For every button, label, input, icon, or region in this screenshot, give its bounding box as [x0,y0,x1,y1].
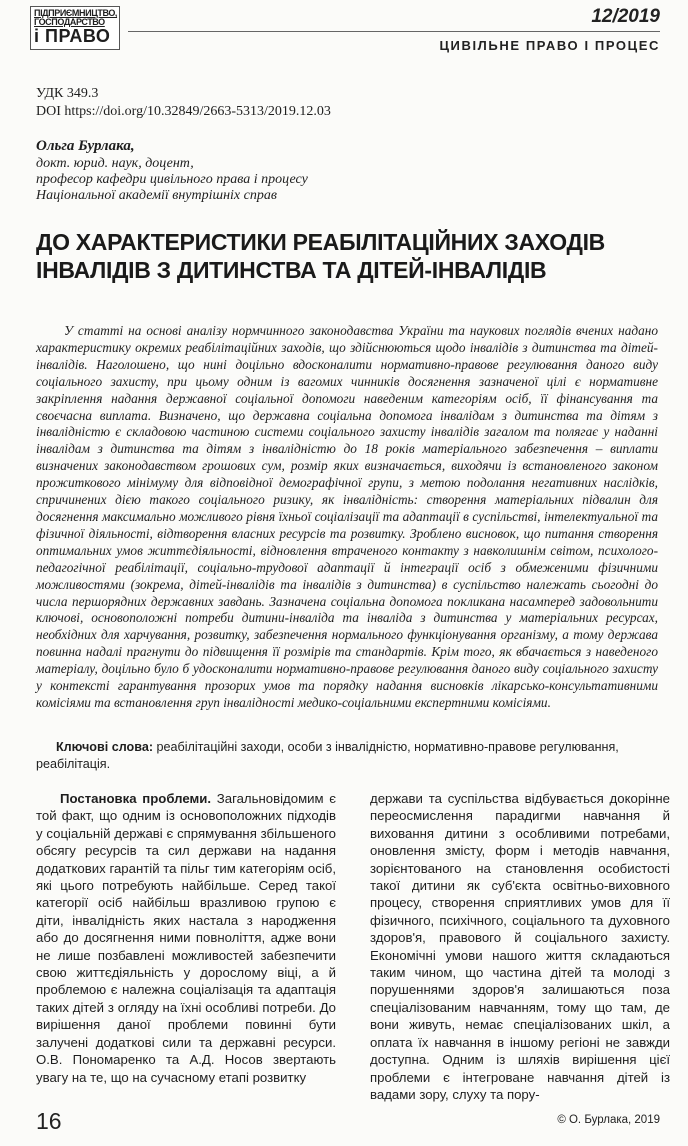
author-block [36,138,308,204]
author-affiliation: Національної академії внутрішніх справ [36,188,277,203]
article-title: ДО ХАРАКТЕРИСТИКИ РЕАБІЛІТАЦІЙНИХ ЗАХОДІВ ІНВАЛІДІВ З ДИТИНСТВА ТА ДІТЕЙ-ІНВАЛІДІВ [36,229,605,283]
article-meta [36,85,331,121]
abstract: У статті на основі аналізу нормчинного законодавства України та наукових поглядів вчених надано характеристику окремих реабілітаційних заходів, що здійснюються щодо інвалідів з дитинства та дітей-інвалідів. Наголошено, що нині доцільно вдосконалити нормативно-правове регулювання даного виду соціального захисту, при цьому одним із вагомих чинників досягнення зазначеної цілі є нормативне закріплення надання державної соціальної допомоги наведеним категоріям осіб, її фінансування та своєчасна виплата. Визначено, що державна соціальна допомога інвалідам з дитинства та дітям з інвалідністю є складовою частиною системи соціального захисту інвалідів загалом та полягає у наданні інвалідам з дитинства та дітям з інвалідністю до 18 років матеріального забезпечення – виплати визначених законодавством грошових сум, розмір яких визначається, виходячи із встановленого законом прожиткового мінімуму для відповідної демографічної групи, з метою подолання негативних наслідків, спричинених дією такого соціального ризику, як інвалідність: створення матеріальних підвалин для досягнення максимально можливого рівня їхньої соціалізації та адаптації в суспільстві, інтелектуальної та фізичної діяльності, відтворення власних ресурсів та розвитку. Зроблено висновок, що питання створення оптимальних умов життєдіяльності, відновлення втраченого контакту з навколишнім світом, психолого-педагогічної реабілітації, соціально-трудової адаптації й інтеграції осіб з обмеженими фізичними можливостями (зокрема, дітей-інвалідів та інвалідів з дитинства) в суспільство належать сьогодні до числа першорядних державних завдань. Зазначена соціальна допомога покликана насамперед задовольнити ключові, основоположні потреби дитини-інваліда та інваліда з дитинства у матеріальних ресурсах, необхідних для харчування, розвитку, забезпечення нормального функціонування організму, а тому держава повинна надалі прагнути до підвищення її розмірів та стандартів. Крім того, як вбачається з наведеного матеріалу, доцільно було б удосконалити нормативно-правове регулювання даного виду соціального захисту у контексті гарантування прозорих умов та порядку надання висновків лікарсько-консультативними комісіями та встановлення груп інвалідності медико-соціальними експертними комісіями. [36,323,658,710]
journal-logo [30,6,120,50]
copyright: © О. Бурлака, 2019 [557,1114,660,1126]
logo-line-1: ПІДПРИЄМНИЦТВО, [34,8,118,18]
page-number: 16 [36,1108,62,1134]
author-degree: докт. юрид. наук, доцент, [36,156,194,171]
issue-number: 12/2019 [591,6,660,27]
header-divider [128,31,660,32]
udk-code: УДК 349.3 [36,86,99,101]
problem-heading: Постановка проблеми. [60,791,212,806]
section-title: ЦИВІЛЬНЕ ПРАВО І ПРОЦЕС [439,38,660,53]
body-column-right: держави та суспільства відбувається докорінне переосмислення парадигми навчання й виховання дитини з особливими потребами, оновлення змісту, форм і методів навчання, зорієнтованого на становлення особистості такої дитини як суб'єкта освітньо-виховного процесу, створення сприятливих умов для її фізичного, психічного, соціального та духовного здоров'я, правового й соціального захисту. Економічні умови нашого життя складаються таким чином, що частина дітей та молоді з порушеннями здоров'я залишаються поза спеціалізованим навчанням, тому що там, де вони живуть, немає спеціалізованих шкіл, а оплата їх навчання в іншому регіоні не завжди доступна. Одним із шляхів вирішення цієї проблеми є інтегроване навчання дітей із вадами зору, слуху та пору- [370,791,670,1102]
left-column-text: Загальновідомим є той факт, що одним із основоположних підходів у соціальній державі є спрямування збільшеного обсягу ресурсів та сил держави на надання додаткових гарантій та пільг тим категоріям осіб, які цього потребують найбільше. Серед такої категорії осіб найбільш вразливою групою є діти, інвалідність яких настала з народження або до досягнення ними повноліття, адже вони не лише позбавлені можливостей забезпечити свою життєдіяльність у дорослому віці, а й проблемою є належна соціалізація та адаптація таких дітей з огляду на їхні особливі потреби. До вирішення даної проблеми повинні бути залучені додаткові сили та державні ресурси. О.В. Пономаренко та А.Д. Носов звертають увагу на те, що на сучасному етапі розвитку [36,791,337,1085]
doi-link[interactable]: DOI https://doi.org/10.32849/2663-5313/2019.12.03 [36,104,331,119]
author-position: професор кафедри цивільного права і процесу [36,172,308,187]
logo-line-3: і ПРАВО [34,26,111,46]
author-name: Ольга Бурлака, [36,138,135,154]
logo-line-2: ГОСПОДАРСТВО [34,17,105,27]
body-column-left [36,790,336,1086]
keywords-text: реабілітаційні заходи, особи з інвалідністю, нормативно-правове регулювання, реабілітація. [36,740,619,771]
keywords-label: Ключові слова: [56,740,154,754]
keywords [36,739,658,773]
